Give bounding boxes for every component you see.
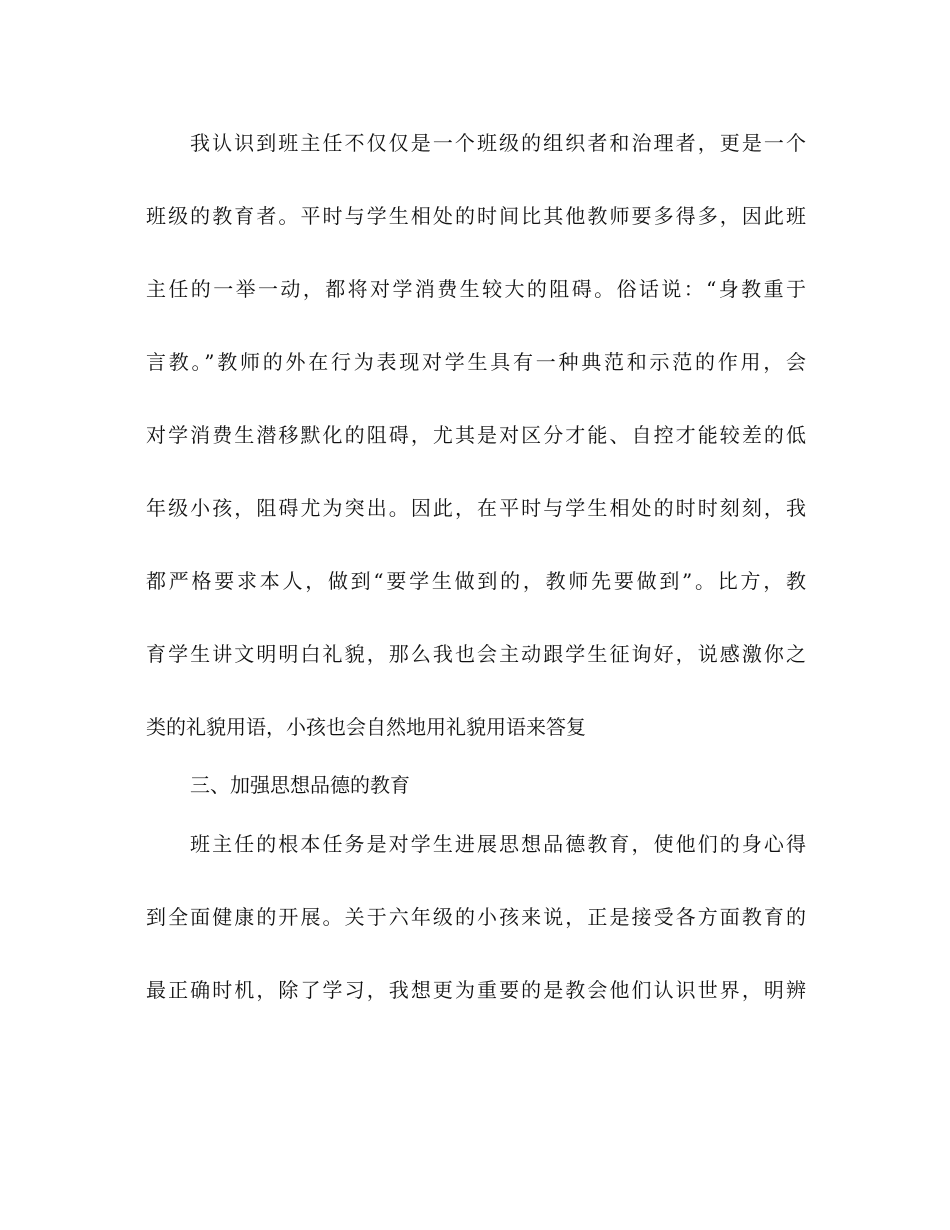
paragraph-1-line-9: 类的礼貌用语，小孩也会自然地用礼貌用语来答复 [146, 715, 586, 739]
paragraph-2-line-3: 最正确时机，除了学习，我想更为重要的是教会他们认识世界，明辨 [146, 978, 806, 1002]
paragraph-1-line-2: 班级的教育者。平时与学生相处的时间比其他教师要多得多，因此班 [146, 204, 806, 228]
paragraph-1-line-8: 育学生讲文明明白礼貌，那么我也会主动跟学生征询好，说感激你之 [146, 642, 806, 666]
paragraph-2-line-1: 班主任的根本任务是对学生进展思想品德教育，使他们的身心得 [190, 832, 806, 856]
paragraph-1-line-6: 年级小孩，阻碍尤为突出。因此，在平时与学生相处的时时刻刻，我 [146, 496, 806, 520]
paragraph-1-line-7: 都严格要求本人，做到“要学生做到的，教师先要做到”。比方，教 [146, 569, 806, 593]
section-heading: 三、加强思想品德的教育 [190, 773, 410, 797]
paragraph-1-line-1: 我认识到班主任不仅仅是一个班级的组织者和治理者，更是一个 [190, 131, 806, 155]
paragraph-1-line-3: 主任的一举一动，都将对学消费生较大的阻碍。俗话说：“身教重于 [146, 277, 806, 301]
paragraph-1-line-5: 对学消费生潜移默化的阻碍，尤其是对区分才能、自控才能较差的低 [146, 423, 806, 447]
paragraph-2-line-2: 到全面健康的开展。关于六年级的小孩来说，正是接受各方面教育的 [146, 905, 806, 929]
paragraph-1-line-4: 言教。”教师的外在行为表现对学生具有一种典范和示范的作用，会 [146, 350, 806, 374]
